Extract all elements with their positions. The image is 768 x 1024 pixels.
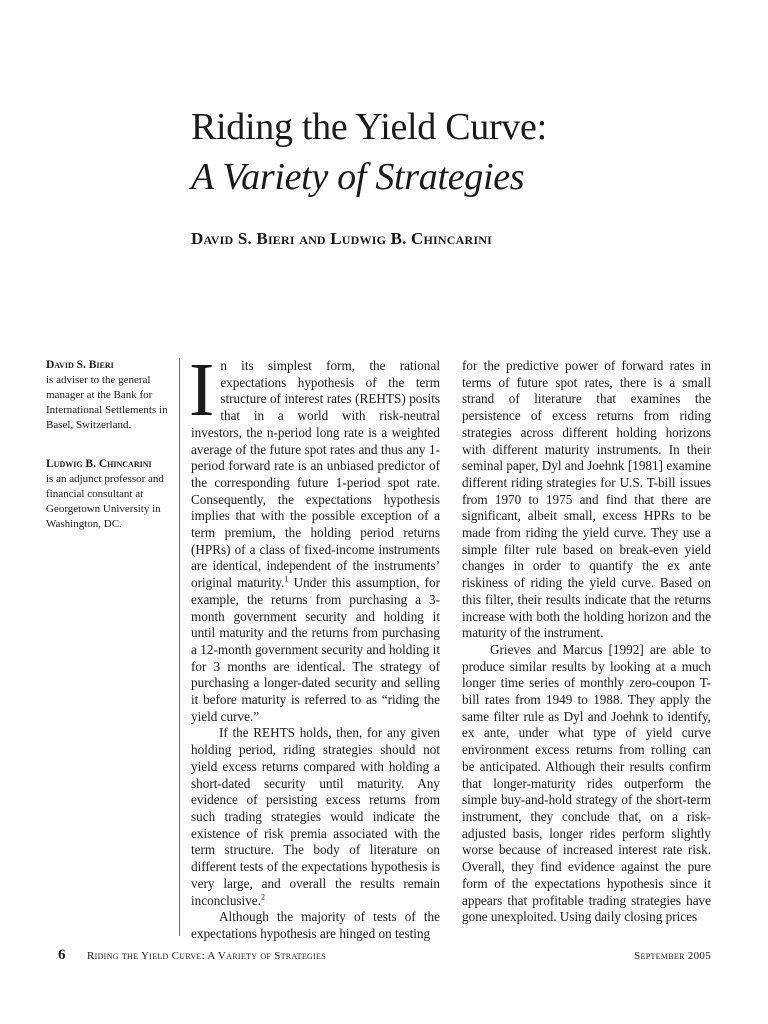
page-number: 6: [58, 947, 66, 963]
issue-date: September 2005: [634, 950, 711, 962]
body-column-left: [189, 348, 440, 943]
footnote-marker: 1: [284, 574, 289, 584]
page-footer: [58, 949, 711, 965]
title-subtitle: A Variety of Strategies: [191, 156, 525, 198]
title-main: Riding the Yield Curve:: [191, 106, 547, 148]
paragraph-text: If the REHTS holds, then, for any given holding period, riding strategies should not yield excess returns compared with holding a short-dated security until maturity. Any evidence of persisting excess returns from such trading strategies would indicate the existence of risk premia associated with the term structure. The body of literature on different tests of the expectations hypothesis is very large, and overall the results remain inconclusive.: [191, 725, 440, 908]
author-bio-text: is an adjunct professor and financial consultant at Georgetown University in Washington, DC.: [46, 473, 164, 530]
body-paragraph: [191, 725, 440, 909]
body-column-right: [462, 358, 711, 926]
drop-cap: I: [189, 348, 215, 432]
author-bio: [46, 457, 174, 532]
article-title: [191, 104, 711, 200]
paragraph-text: n its simplest form, the rational expectations hypothesis of the term structure of interest rates (REHTS) posits that in a world with risk-neutral investors, the n-period long rate is a weighted average of the future spot rates and thus any 1-period forward rate is an unbiased predictor of the corresponding future 1-period spot rate. Consequently, the expectations hypothesis implies that with the possible exception of a term premium, the holding period returns (HPRs) of a class of fixed-income instruments are identical, independent of the instruments’ original maturity.: [191, 358, 440, 591]
paragraph-text: Under this assumption, for example, the returns from purchasing a 3-month government security and holding it until maturity and the returns from purchasing a 12-month government security and holding it for 3 months are identical. The strategy of purchasing a longer-dated security and selling it before maturity is referred to as “riding the yield curve.”: [191, 575, 440, 724]
author-bio-text: is adviser to the general manager at the Bank for International Settlements in Basel, Switzerland.: [46, 374, 168, 431]
body-paragraph: Although the majority of tests of the expectations hypothesis are hinged on testing: [191, 909, 440, 941]
author-bio-name: David S. Bieri: [46, 359, 114, 371]
body-paragraph: for the predictive power of forward rates in terms of future spot rates, there is a small strand of literature that examines the persistence of excess returns from riding strategies across different holding horizons with different maturity instruments. In their seminal paper, Dyl and Joehnk [1981] examine different riding strategies for U.S. T-bill issues from 1970 to 1975 and find that there are significant, albeit small, excess HPRs to be made from riding the yield curve. They use a simple filter rule based on break-even yield changes in order to quantify the ex ante riskiness of riding the yield curve. Based on this filter, their results indicate that the returns increase with both the holding horizon and the maturity of the instrument.: [462, 358, 711, 641]
body-paragraph: [189, 348, 440, 725]
body-paragraph: Grieves and Marcus [1992] are able to produce similar results by looking at a much longer time series of monthly zero-coupon T-bill rates from 1949 to 1988. They apply the same filter rule as Dyl and Joehnk to identify, ex ante, under what type of yield curve environment excess returns from rolling can be anticipated. Although their results confirm that longer-maturity rides outperform the simple buy-and-hold strategy of the short-term instrument, they conclude that, on a risk-adjusted basis, longer rides perform slightly worse because of increased interest rate risk. Overall, they find evidence against the pure form of the expectations hypothesis since it appears that profitable trading strategies have gone unexploited. Using daily closing prices: [462, 641, 711, 925]
author-bio-name: Ludwig B. Chincarini: [46, 458, 152, 470]
running-title: Riding the Yield Curve: A Variety of Strategies: [87, 950, 326, 962]
author-byline: David S. Bieri and Ludwig B. Chincarini: [191, 229, 492, 248]
author-bio: [46, 358, 174, 433]
footnote-marker: 2: [260, 892, 265, 902]
column-divider-rule: [179, 358, 180, 936]
author-bios-sidebar: [46, 358, 174, 556]
